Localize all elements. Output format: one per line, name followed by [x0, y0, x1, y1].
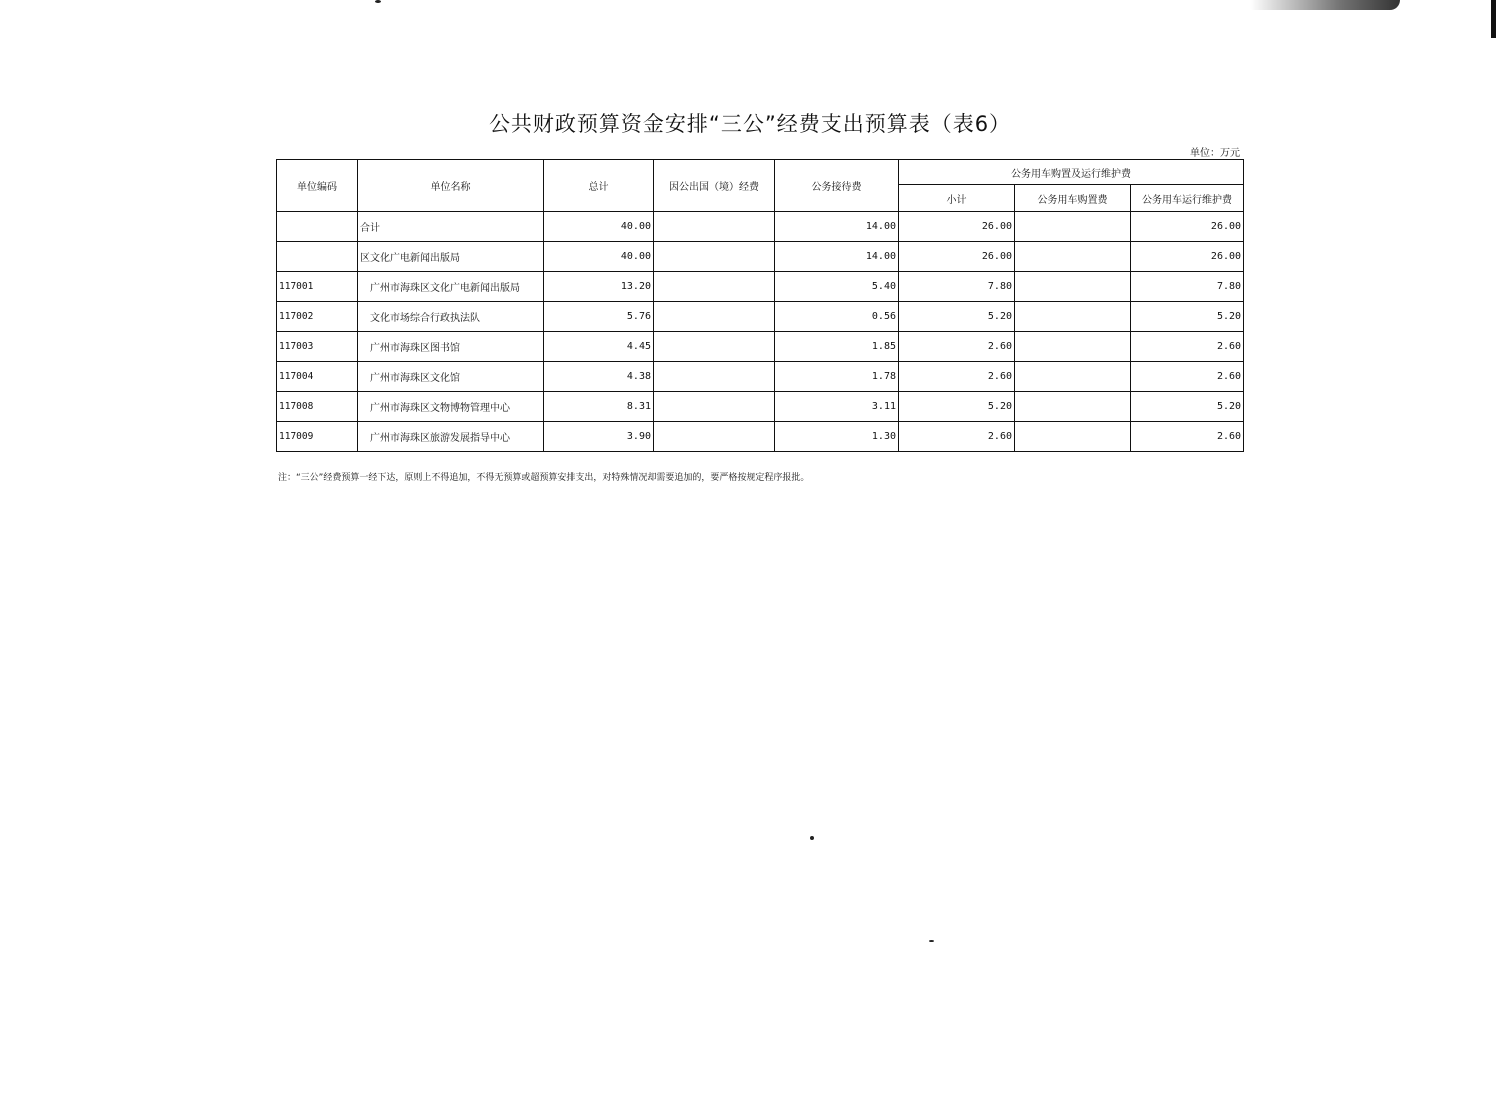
cell-code — [277, 212, 358, 242]
cell-total: 4.45 — [544, 332, 654, 362]
cell-operation: 2.60 — [1131, 422, 1244, 452]
cell-purchase — [1015, 302, 1131, 332]
cell-total: 40.00 — [544, 212, 654, 242]
header-name: 单位名称 — [358, 160, 544, 212]
cell-purchase — [1015, 362, 1131, 392]
header-code: 单位编码 — [277, 160, 358, 212]
header-vehicle-group: 公务用车购置及运行维护费 — [899, 160, 1244, 185]
cell-name: 广州市海珠区文化馆 — [358, 362, 544, 392]
cell-name: 广州市海珠区文化广电新闻出版局 — [358, 272, 544, 302]
table-row — [277, 332, 1244, 362]
table-row — [277, 362, 1244, 392]
cell-name: 广州市海珠区旅游发展指导中心 — [358, 422, 544, 452]
cell-operation: 5.20 — [1131, 392, 1244, 422]
table-row — [277, 422, 1244, 452]
cell-subtotal: 26.00 — [899, 242, 1015, 272]
cell-operation: 7.80 — [1131, 272, 1244, 302]
cell-name: 文化市场综合行政执法队 — [358, 302, 544, 332]
cell-reception: 3.11 — [775, 392, 899, 422]
cell-code: 117001 — [277, 272, 358, 302]
cell-total: 8.31 — [544, 392, 654, 422]
table-row — [277, 272, 1244, 302]
cell-purchase — [1015, 272, 1131, 302]
cell-name: 广州市海珠区图书馆 — [358, 332, 544, 362]
cell-total: 4.38 — [544, 362, 654, 392]
cell-reception: 5.40 — [775, 272, 899, 302]
cell-reception: 14.00 — [775, 212, 899, 242]
scan-artifact-top — [1250, 0, 1400, 10]
cell-subtotal: 5.20 — [899, 392, 1015, 422]
table-row — [277, 212, 1244, 242]
cell-subtotal: 26.00 — [899, 212, 1015, 242]
cell-name: 广州市海珠区文物博物管理中心 — [358, 392, 544, 422]
cell-subtotal: 2.60 — [899, 332, 1015, 362]
cell-operation: 5.20 — [1131, 302, 1244, 332]
cell-total: 13.20 — [544, 272, 654, 302]
page-title: 公共财政预算资金安排“三公”经费支出预算表（表6） — [488, 112, 1012, 136]
cell-subtotal: 2.60 — [899, 362, 1015, 392]
header-overseas: 因公出国（境）经费 — [654, 160, 775, 212]
footnote: 注：“三公”经费预算一经下达，原则上不得追加，不得无预算或超预算安排支出，对特殊情况却需要追加的，要严格按规定程序报批。 — [278, 473, 810, 483]
cell-subtotal: 2.60 — [899, 422, 1015, 452]
cell-subtotal: 5.20 — [899, 302, 1015, 332]
cell-overseas — [654, 422, 775, 452]
cell-total: 40.00 — [544, 242, 654, 272]
scan-speck — [375, 0, 381, 3]
table-row — [277, 302, 1244, 332]
cell-total: 5.76 — [544, 302, 654, 332]
cell-reception: 1.30 — [775, 422, 899, 452]
cell-overseas — [654, 302, 775, 332]
cell-code: 117002 — [277, 302, 358, 332]
cell-total: 3.90 — [544, 422, 654, 452]
cell-code: 117003 — [277, 332, 358, 362]
scan-artifact-edge — [1491, 0, 1496, 38]
cell-subtotal: 7.80 — [899, 272, 1015, 302]
cell-purchase — [1015, 392, 1131, 422]
cell-reception: 14.00 — [775, 242, 899, 272]
table-row — [277, 392, 1244, 422]
cell-operation: 2.60 — [1131, 362, 1244, 392]
cell-purchase — [1015, 332, 1131, 362]
cell-reception: 1.78 — [775, 362, 899, 392]
cell-overseas — [654, 212, 775, 242]
cell-overseas — [654, 272, 775, 302]
header-total: 总计 — [544, 160, 654, 212]
cell-overseas — [654, 392, 775, 422]
cell-reception: 1.85 — [775, 332, 899, 362]
cell-code: 117009 — [277, 422, 358, 452]
cell-purchase — [1015, 242, 1131, 272]
scan-speck — [929, 940, 934, 942]
header-subtotal: 小计 — [899, 185, 1015, 212]
cell-name: 区文化广电新闻出版局 — [358, 242, 544, 272]
cell-code — [277, 242, 358, 272]
cell-overseas — [654, 362, 775, 392]
header-operation: 公务用车运行维护费 — [1131, 185, 1244, 212]
scan-speck — [810, 836, 814, 840]
cell-purchase — [1015, 422, 1131, 452]
cell-name: 合计 — [358, 212, 544, 242]
cell-operation: 26.00 — [1131, 242, 1244, 272]
header-reception: 公务接待费 — [775, 160, 899, 212]
cell-code: 117008 — [277, 392, 358, 422]
unit-label: 单位：万元 — [1190, 148, 1240, 159]
cell-overseas — [654, 332, 775, 362]
header-purchase: 公务用车购置费 — [1015, 185, 1131, 212]
cell-operation: 26.00 — [1131, 212, 1244, 242]
table-row — [277, 242, 1244, 272]
cell-overseas — [654, 242, 775, 272]
cell-purchase — [1015, 212, 1131, 242]
cell-operation: 2.60 — [1131, 332, 1244, 362]
cell-code: 117004 — [277, 362, 358, 392]
budget-table — [276, 159, 1244, 452]
cell-reception: 0.56 — [775, 302, 899, 332]
